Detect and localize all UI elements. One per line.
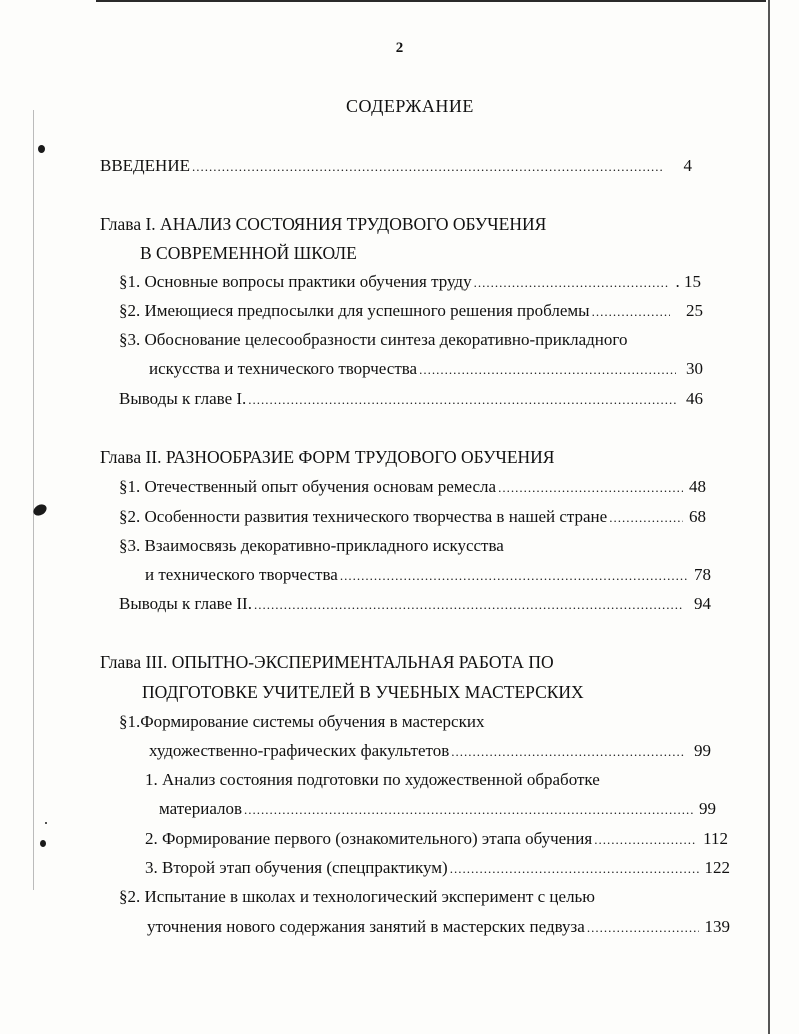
- toc-page-number: 99: [699, 799, 716, 818]
- toc-entry-ch3-s1: [149, 741, 711, 762]
- scan-edge-left: [33, 110, 34, 890]
- chapter-3-heading: Глава III. ОПЫТНО-ЭКСПЕРИМЕНТАЛЬНАЯ РАБОТА ПО: [100, 652, 554, 672]
- leader-dots: [450, 859, 699, 879]
- toc-page-number: 78: [694, 565, 711, 584]
- toc-page-number: 99: [694, 741, 711, 760]
- leader-dots: [244, 800, 693, 820]
- toc-entry-label: уточнения нового содержания занятий в мастерских педвуза: [147, 917, 585, 936]
- toc-entry-ch2-s3-label: §3. Взаимосвязь декоративно-прикладного искусства: [119, 536, 504, 555]
- toc-entry-label: ВВЕДЕНИЕ: [100, 156, 190, 175]
- page-title: СОДЕРЖАНИЕ: [346, 96, 474, 116]
- toc-entry-ch3-s2: [147, 917, 730, 938]
- toc-entry-label: §2. Особенности развития технического творчества в нашей стране: [119, 507, 608, 526]
- scan-speck: [40, 840, 46, 847]
- chapter-3-heading-cont: ПОДГОТОВКЕ УЧИТЕЛЕЙ В УЧЕБНЫХ МАСТЕРСКИХ: [142, 682, 584, 702]
- toc-page-number: . 15: [675, 272, 701, 291]
- toc-page-number: 139: [704, 917, 730, 936]
- leader-dots: [498, 478, 683, 498]
- page-number: 2: [395, 40, 404, 56]
- toc-page-number: 25: [686, 301, 703, 320]
- scan-edge-right: [768, 0, 770, 1034]
- toc-entry-ch2-conclusions: [119, 594, 711, 615]
- toc-page-number: 4: [683, 156, 692, 175]
- toc-entry-label: материалов: [159, 799, 243, 818]
- toc-entry-label: художественно-графических факультетов: [149, 741, 450, 760]
- leader-dots: [419, 360, 676, 380]
- toc-entry-ch3-p2: [145, 829, 728, 850]
- toc-entry-ch3-p1: [159, 799, 716, 820]
- leader-dots: [474, 273, 670, 293]
- chapter-1-heading-cont: В СОВРЕМЕННОЙ ШКОЛЕ: [140, 243, 357, 263]
- toc-page-number: 122: [704, 858, 730, 877]
- toc-entry-ch1-s1: [119, 272, 701, 293]
- toc-entry-label: §1. Отечественный опыт обучения основам ремесла: [119, 477, 497, 496]
- toc-entry-ch1-conclusions: [119, 389, 703, 410]
- scan-edge-top: [96, 0, 766, 2]
- toc-entry-ch2-s3: [145, 565, 711, 586]
- toc-entry-label: 2. Формирование первого (ознакомительного) этапа обучения: [145, 829, 593, 848]
- toc-entry-ch2-s2: [119, 507, 706, 528]
- leader-dots: [451, 742, 684, 762]
- toc-page-number: 68: [689, 507, 706, 526]
- leader-dots: [592, 302, 670, 322]
- toc-entry-label: 3. Второй этап обучения (спецпрактикум): [145, 858, 448, 877]
- toc-page-number: 46: [686, 389, 703, 408]
- leader-dots: [248, 390, 676, 410]
- toc-page-number: 94: [694, 594, 711, 613]
- toc-entry-label: искусства и технического творчества: [149, 359, 418, 378]
- leader-dots: [587, 918, 699, 938]
- leader-dots: [340, 566, 688, 586]
- leader-dots: [609, 508, 683, 528]
- toc-entry-ch3-s2-label: §2. Испытание в школах и технологический эксперимент с целью: [119, 887, 595, 906]
- toc-page-number: 48: [689, 477, 706, 496]
- toc-entry-ch1-s3: [149, 359, 703, 380]
- toc-entry-label: и технического творчества: [145, 565, 338, 584]
- toc-entry-ch3-p3: [145, 858, 730, 879]
- toc-entry-label: §2. Имеющиеся предпосылки для успешного решения проблемы: [119, 301, 590, 320]
- toc-entry-ch1-s3-label: §3. Обоснование целесообразности синтеза декоративно-прикладного: [119, 330, 628, 349]
- toc-entry-label: §1. Основные вопросы практики обучения труду: [119, 272, 472, 291]
- toc-entry-label: Выводы к главе II.: [119, 594, 252, 613]
- scan-speck: [38, 145, 45, 153]
- leader-dots: [594, 830, 697, 850]
- toc-entry-intro: [100, 156, 692, 177]
- toc-entry-ch3-s1-label: §1.Формирование системы обучения в мастерских: [119, 712, 485, 731]
- toc-page-number: 112: [703, 829, 728, 848]
- toc-entry-label: Выводы к главе I.: [119, 389, 247, 408]
- scan-speck: [45, 822, 47, 824]
- toc-entry-ch1-s2: [119, 301, 703, 322]
- chapter-2-heading: Глава II. РАЗНООБРАЗИЕ ФОРМ ТРУДОВОГО ОБУЧЕНИЯ: [100, 447, 555, 467]
- leader-dots: [254, 595, 684, 615]
- toc-entry-ch3-p1-label: 1. Анализ состояния подготовки по художественной обработке: [145, 770, 600, 789]
- chapter-1-heading: Глава I. АНАЛИЗ СОСТОЯНИЯ ТРУДОВОГО ОБУЧЕНИЯ: [100, 214, 547, 234]
- leader-dots: [192, 157, 664, 177]
- scan-speck: [31, 502, 48, 518]
- toc-entry-ch2-s1: [119, 477, 706, 498]
- toc-page-number: 30: [686, 359, 703, 378]
